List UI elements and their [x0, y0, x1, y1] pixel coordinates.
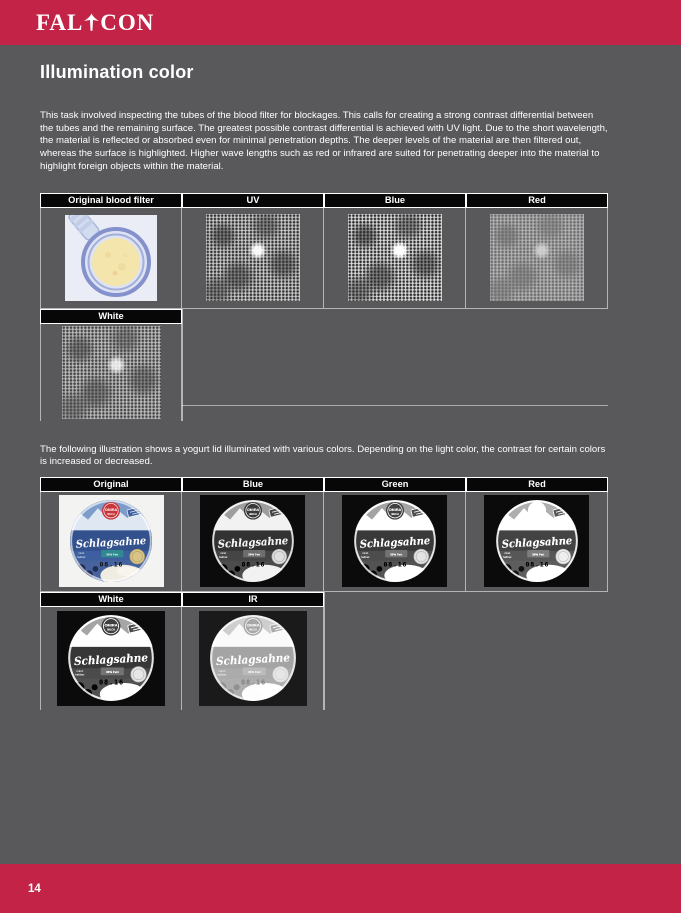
svg-text:mind.: mind.	[76, 669, 84, 674]
yogurt-lid-photo-original	[59, 495, 164, 587]
svg-text:Schlagsahne: Schlagsahne	[73, 651, 154, 669]
blood-filter-image-row	[40, 208, 608, 309]
column-header-green: Green	[324, 477, 466, 492]
blood-filter-photo	[65, 215, 157, 301]
cell-blue	[324, 208, 466, 308]
uv-photo	[206, 214, 300, 301]
svg-text:OMIRA: OMIRA	[245, 623, 260, 629]
yogurt-table	[40, 477, 608, 710]
svg-text:MILCH: MILCH	[248, 514, 257, 517]
cell-lid-original	[40, 492, 182, 591]
svg-text:Schlagsahne: Schlagsahne	[75, 534, 152, 552]
svg-text:Schlagsahne: Schlagsahne	[358, 534, 436, 552]
svg-text:haltbar:: haltbar:	[76, 555, 87, 560]
yogurt-image-row	[40, 492, 608, 592]
svg-text:08.16: 08.16	[240, 679, 266, 688]
svg-text:MILCH: MILCH	[390, 514, 399, 517]
svg-text:MILCH: MILCH	[107, 514, 115, 517]
column-header-red: Red	[466, 477, 608, 492]
table-grid-line	[182, 405, 608, 406]
svg-text:Schlagsahne: Schlagsahne	[216, 534, 294, 552]
intro-paragraph: This task involved inspecting the tubes of the blood filter for blockages. This calls for creating a strong contrast differential between the tubes and the remaining surface. The greatest possible contrast differential is achieved with UV light. Due to the short wavelength, the material is reflected or absorbed even for minimal penetration depths. The deeper levels of the material are then filtered out, whereas the surface is highlighted. Higher wave lengths such as red or infrared are suited for penetrating deeper into the material to highlight foreign objects within the material.	[40, 110, 608, 172]
svg-text:30% Fett: 30% Fett	[247, 670, 261, 675]
svg-text:30% Fett: 30% Fett	[247, 552, 260, 557]
svg-text:haltbar:: haltbar:	[218, 555, 228, 560]
cell-original-blood-filter	[40, 208, 182, 308]
empty-cell-area	[182, 324, 608, 421]
header-bar	[0, 0, 681, 45]
yogurt-lid-artwork	[212, 500, 294, 582]
svg-text:Schlagsahne: Schlagsahne	[215, 651, 295, 669]
column-header-original-blood-filter: Original blood filter	[40, 193, 182, 208]
svg-text:30% Fett: 30% Fett	[389, 552, 402, 557]
column-header-ir: IR	[182, 592, 324, 607]
svg-text:30% Fett: 30% Fett	[531, 552, 544, 557]
blood-filter-table	[40, 193, 608, 421]
yogurt-lid-artwork	[496, 500, 578, 582]
column-header-original: Original	[40, 477, 182, 492]
svg-text:30% Fett: 30% Fett	[105, 670, 119, 675]
column-header-white: White	[40, 592, 182, 607]
svg-text:08.16: 08.16	[99, 560, 124, 569]
svg-text:MILCH: MILCH	[248, 628, 257, 632]
yogurt-lid-photo-ir	[199, 611, 307, 706]
svg-text:mind.: mind.	[361, 551, 369, 556]
page-title: Illumination color	[40, 62, 194, 82]
yogurt-header-row	[40, 477, 608, 492]
logo-text-con: CON	[100, 9, 155, 35]
yogurt-second-header-row	[40, 592, 608, 607]
yogurt-lid-artwork	[68, 615, 154, 701]
column-header-uv: UV	[182, 193, 324, 208]
logo-text-fal: FAL	[36, 9, 84, 35]
svg-text:30% Fett: 30% Fett	[106, 552, 119, 557]
falcon-bird-icon	[84, 12, 99, 33]
cell-red	[466, 208, 608, 308]
svg-text:08.16: 08.16	[525, 560, 549, 569]
svg-text:mind.: mind.	[503, 551, 511, 556]
svg-text:OMIRA: OMIRA	[104, 508, 118, 513]
column-header-blue: Blue	[182, 477, 324, 492]
svg-text:Schlagsahne: Schlagsahne	[500, 534, 578, 552]
svg-text:MILCH: MILCH	[107, 628, 115, 632]
column-header-blue: Blue	[324, 193, 466, 208]
yogurt-lid-photo-blue	[200, 495, 305, 587]
red-photo	[490, 214, 584, 301]
svg-text:08.16: 08.16	[241, 560, 265, 569]
svg-text:OMIRA: OMIRA	[388, 508, 401, 513]
empty-header-area	[324, 592, 608, 607]
cell-lid-white	[40, 607, 182, 710]
yogurt-lid-photo-green	[342, 495, 447, 587]
blood-filter-second-header-row	[40, 309, 608, 324]
svg-text:mind.: mind.	[219, 551, 227, 556]
blue-photo	[348, 214, 442, 301]
empty-cell-area	[324, 607, 608, 710]
yogurt-lid-artwork	[70, 500, 152, 582]
yogurt-lid-artwork	[210, 615, 296, 701]
cell-lid-ir	[182, 607, 324, 710]
falcon-logo	[36, 10, 154, 36]
svg-text:mind.: mind.	[217, 669, 226, 674]
cell-uv	[182, 208, 324, 308]
svg-text:haltbar:: haltbar:	[502, 555, 512, 560]
svg-text:haltbar:: haltbar:	[360, 555, 370, 560]
cell-lid-red	[466, 492, 608, 591]
yogurt-lid-photo-white	[57, 611, 165, 706]
yogurt-lid-photo-red	[484, 495, 589, 587]
page-content	[0, 62, 681, 710]
cell-white	[40, 324, 182, 421]
yogurt-white-ir-row	[40, 607, 608, 710]
svg-text:08.16: 08.16	[383, 560, 407, 569]
yogurt-paragraph: The following illustration shows a yogurt lid illuminated with various colors. Depending on the light color, the contrast for certain colors is increased or decreased.	[40, 443, 606, 468]
blood-filter-white-row	[40, 324, 608, 421]
page-number: 14	[28, 883, 41, 895]
footer-bar	[0, 864, 681, 913]
svg-text:OMIRA: OMIRA	[246, 508, 259, 513]
svg-text:haltbar:: haltbar:	[216, 673, 227, 678]
white-photo	[62, 326, 161, 419]
blood-filter-header-row	[40, 193, 608, 208]
svg-text:haltbar:: haltbar:	[75, 673, 85, 678]
empty-header-area	[182, 309, 608, 324]
svg-text:OMIRA: OMIRA	[104, 623, 118, 629]
cell-lid-green	[324, 492, 466, 591]
column-header-white: White	[40, 309, 182, 324]
column-header-red: Red	[466, 193, 608, 208]
svg-text:mind.: mind.	[78, 551, 85, 556]
svg-text:08.16: 08.16	[98, 679, 124, 688]
cell-lid-blue	[182, 492, 324, 591]
yogurt-lid-artwork	[354, 500, 436, 582]
